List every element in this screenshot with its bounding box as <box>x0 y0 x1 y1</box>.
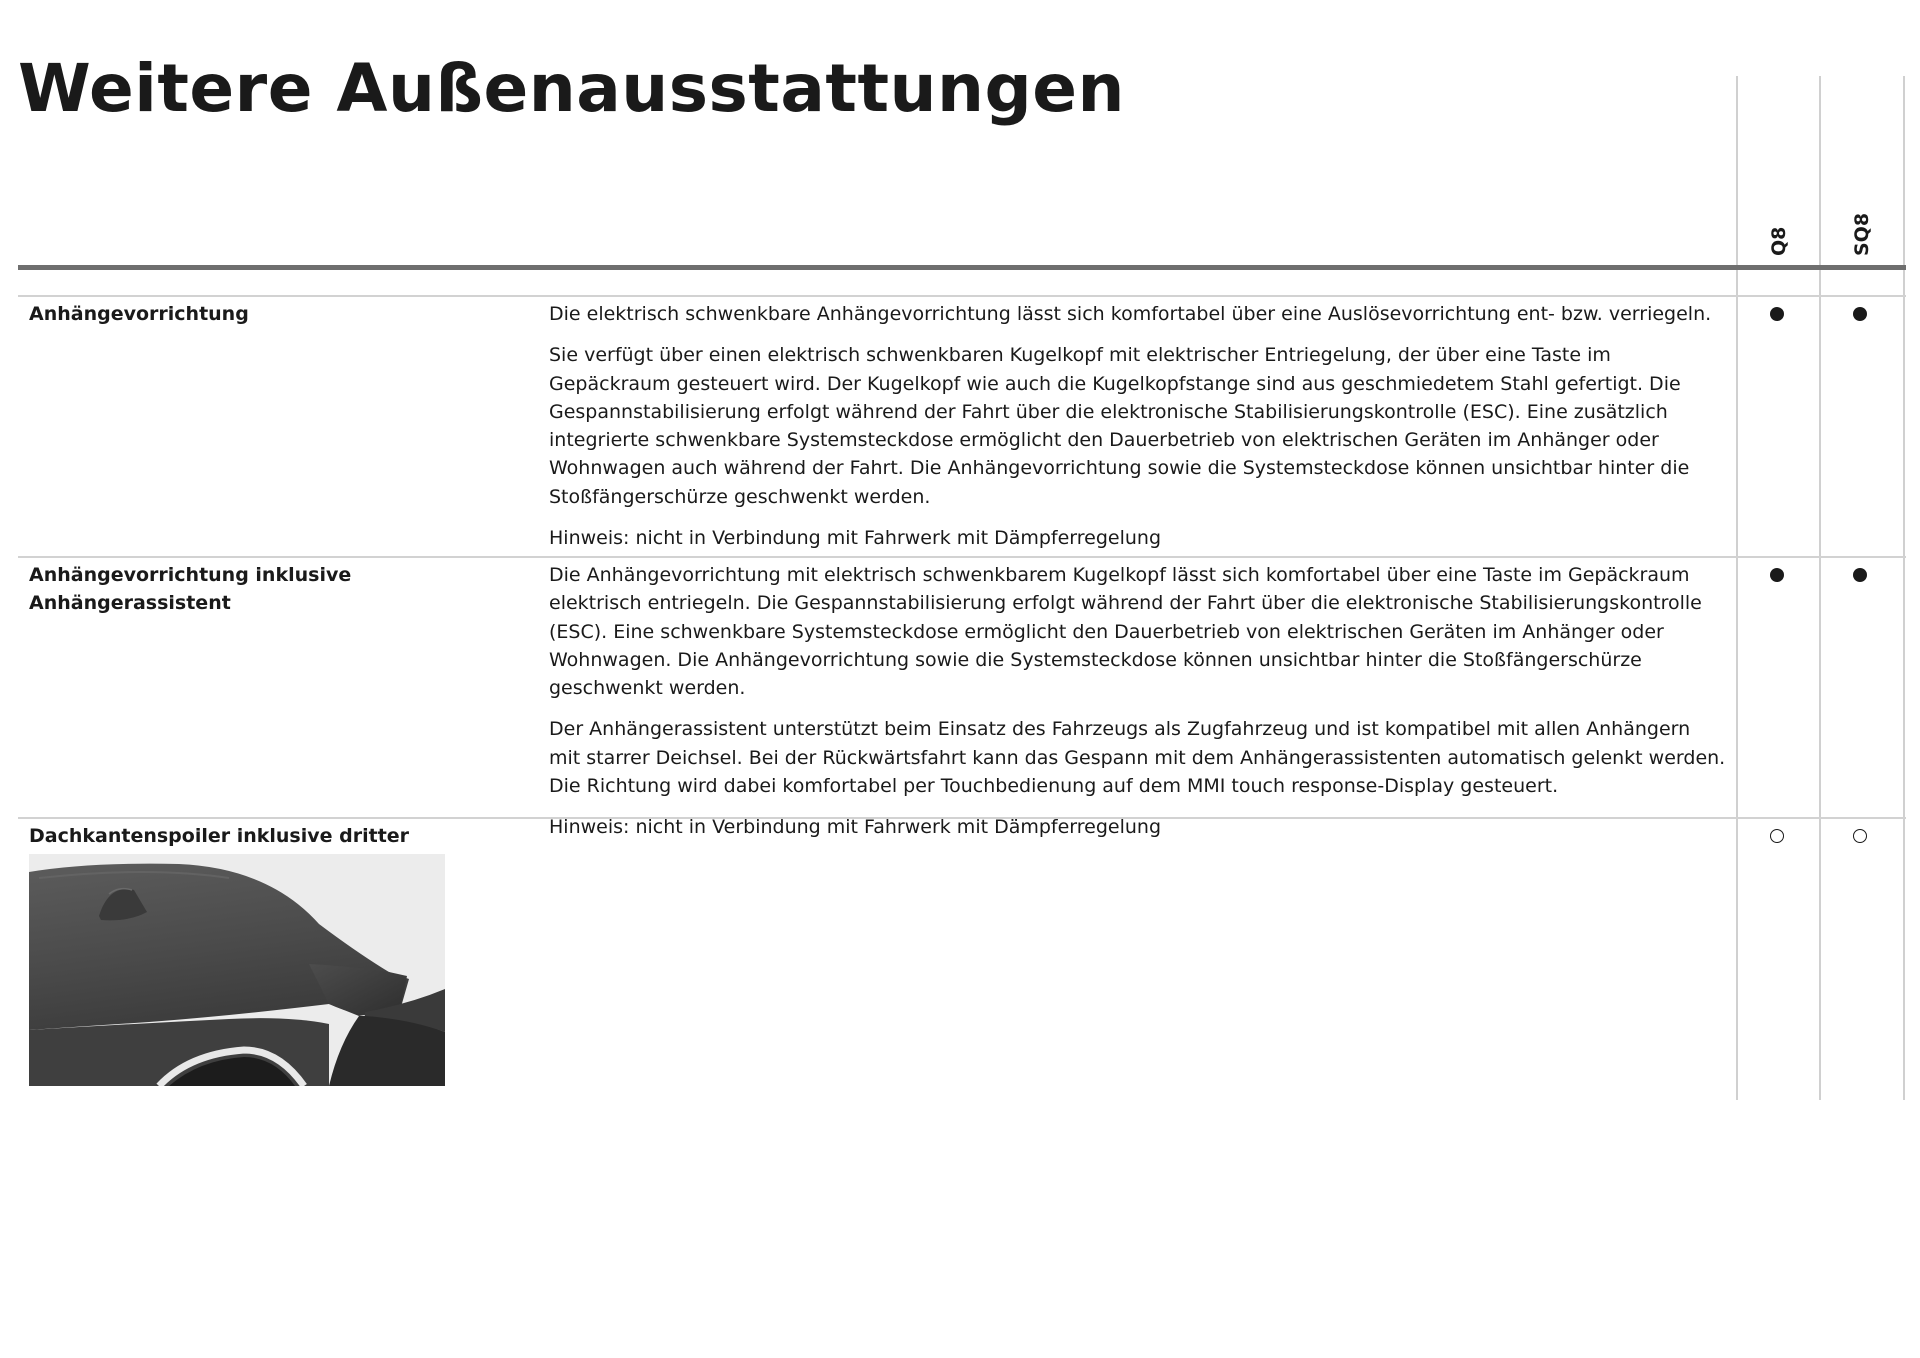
column-divider-left <box>1736 76 1738 1100</box>
header-rule <box>18 265 1906 270</box>
row-description-anhaengevorrichtung <box>549 300 1726 565</box>
description-paragraph: Die elektrisch schwenkbare Anhängevorrichtung lässt sich komfortabel über eine Auslösevorrichtung ent- bzw. verriegeln. <box>549 303 1712 325</box>
row-title-dachkantenspoiler: Dachkantenspoiler inklusive dritter <box>29 825 410 847</box>
description-note: Hinweis: nicht in Verbindung mit Fahrwerk mit Dämpferregelung <box>549 527 1162 550</box>
row-title-anhaengevorrichtung: Anhängevorrichtung <box>29 303 249 325</box>
row-divider <box>18 295 1906 297</box>
description-note: Hinweis: nicht in Verbindung mit Fahrwerk mit Dämpferregelung <box>549 816 1162 839</box>
row-title-anhaengevorrichtung-anhaengerassistent: Anhängevorrichtung inklusive Anhängerassistent <box>29 564 352 614</box>
description-paragraph: Sie verfügt über einen elektrisch schwenkbaren Kugelkopf mit elektrischer Entriegelung, der über eine Taste im Gepäckraum gesteuert wird. Der Kugelkopf wie auch die Kugelkopfstange sind aus geschmiedetem Stahl gefertigt. Die Gespannstabilisierung erfolgt während der Fahrt über die elektronische Stabilisierungskontrolle (ESC). Eine zusätzlich integrierte schwenkbare Systemsteckdose ermöglicht den Dauerbetrieb von elektrischen Geräten im Anhänger oder Wohnwagen auch während der Fahrt. Die Anhängevorrichtung sowie die Systemsteckdose können unsichtbar hinter die Stoßfängerschürze geschwenkt werden. <box>549 344 1690 508</box>
page-title: Weitere Außenausstattungen <box>18 50 1125 127</box>
roof-spoiler-illustration <box>29 854 445 1086</box>
description-paragraph: Die Anhängevorrichtung mit elektrisch schwenkbarem Kugelkopf lässt sich komfortabel über eine Taste im Gepäckraum elektrisch entriegeln. Die Gespannstabilisierung erfolgt während der Fahrt über die elektronische Stabilisierungskontrolle (ESC). Eine schwenkbare Systemsteckdose ermöglicht den Dauerbetrieb von elektrischen Geräten im Anhänger oder Wohnwagen. Die Anhängevorrichtung sowie die Systemsteckdose können unsichtbar hinter die Stoßfängerschürze geschwenkt werden. <box>549 564 1702 700</box>
description-paragraph: Der Anhängerassistent unterstützt beim Einsatz des Fahrzeugs als Zugfahrzeug und ist kompatibel mit allen Anhängern mit starrer Deichsel. Bei der Rückwärtsfahrt kann das Gespann mit dem Anhängerassistenten automatisch gelenkt werden. Die Richtung wird dabei komfortabel per Touchbedienung auf dem MMI touch response-Display gesteuert. <box>549 718 1726 798</box>
roof-spoiler-image <box>29 854 445 1086</box>
column-divider-right <box>1903 76 1905 1100</box>
standard-equipment-dot-q8 <box>1770 568 1784 582</box>
optional-equipment-circle-sq8 <box>1853 829 1867 843</box>
standard-equipment-dot-q8 <box>1770 307 1784 321</box>
standard-equipment-dot-sq8 <box>1853 307 1867 321</box>
column-divider-middle <box>1819 76 1821 1100</box>
standard-equipment-dot-sq8 <box>1853 568 1867 582</box>
column-header-sq8: SQ8 <box>1851 212 1873 256</box>
column-header-q8: Q8 <box>1768 226 1790 256</box>
optional-equipment-circle-q8 <box>1770 829 1784 843</box>
row-description-anhaengevorrichtung-anhaengerassistent <box>549 561 1726 855</box>
